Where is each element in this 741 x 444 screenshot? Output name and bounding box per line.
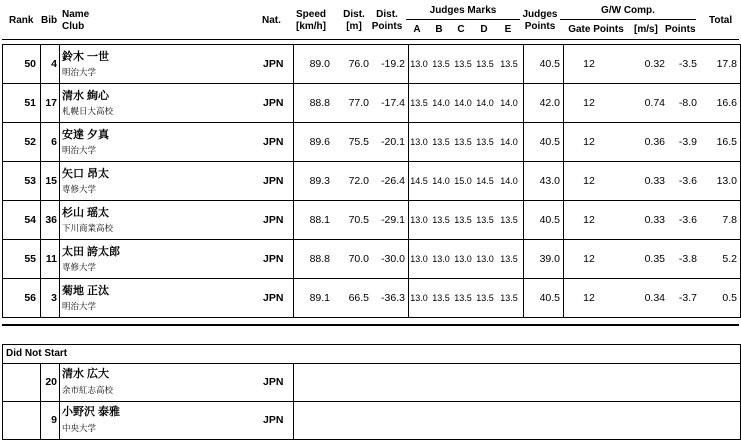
- judge-mark: 13.5: [476, 137, 494, 147]
- bib: 3: [51, 292, 57, 304]
- wind-speed: 0.33: [644, 214, 665, 226]
- wind-points: -3.6: [678, 214, 697, 226]
- header-gate-points: Gate Points: [568, 24, 624, 35]
- athlete-club: 余市紅志高校: [62, 385, 114, 395]
- judge-mark: 13.5: [500, 215, 518, 225]
- judges-points: 42.0: [539, 97, 560, 109]
- result-row: [3, 279, 740, 317]
- result-row: [3, 201, 740, 240]
- rank: 50: [24, 58, 36, 70]
- speed: 88.8: [309, 253, 330, 265]
- distance-points: -17.4: [381, 97, 405, 109]
- judge-mark: 13.5: [500, 59, 518, 69]
- athlete-club: 下川商業高校: [62, 223, 114, 233]
- nation: JPN: [263, 136, 284, 148]
- athlete-club: 明治大学: [62, 67, 97, 77]
- athlete-club: 中央大学: [62, 423, 97, 433]
- header-wind-points: Points: [665, 24, 696, 35]
- header-dist-unit: [m]: [346, 21, 362, 32]
- gate-points: 12: [583, 58, 595, 70]
- judge-mark: 14.0: [432, 176, 450, 186]
- distance: 77.0: [348, 97, 369, 109]
- did-not-start-list: [3, 364, 740, 439]
- column-divider: [563, 84, 564, 122]
- header-rule: [2, 39, 739, 40]
- athlete-name: 杉山 瑶太: [62, 207, 110, 219]
- wind-points: -3.6: [678, 175, 697, 187]
- section-separator: [2, 324, 739, 326]
- nation: JPN: [263, 58, 284, 70]
- nation: JPN: [263, 292, 284, 304]
- bib: 11: [45, 253, 57, 265]
- athlete-name: 安達 夕真: [62, 129, 110, 141]
- judge-mark: 13.0: [410, 293, 428, 303]
- total: 16.6: [716, 97, 737, 109]
- result-row: [3, 162, 740, 201]
- wind-speed: 0.74: [644, 97, 665, 109]
- judge-mark: 14.5: [410, 176, 428, 186]
- bib: 15: [45, 175, 57, 187]
- judge-mark: 14.0: [500, 98, 518, 108]
- header-total: Total: [709, 15, 733, 26]
- judge-mark: 13.0: [410, 59, 428, 69]
- judge-mark: 13.0: [410, 137, 428, 147]
- column-divider: [59, 279, 60, 317]
- judges-points: 40.5: [539, 58, 560, 70]
- judges-marks-rule: [406, 19, 520, 20]
- column-divider: [59, 84, 60, 122]
- rank: 55: [24, 253, 36, 265]
- judge-mark: 13.5: [454, 293, 472, 303]
- athlete-club: 札幌日大高校: [62, 106, 114, 116]
- table-header: [0, 0, 741, 42]
- column-divider: [563, 45, 564, 83]
- athlete-name: 矢口 昂太: [62, 168, 110, 180]
- column-divider: [59, 162, 60, 200]
- gate-points: 12: [583, 97, 595, 109]
- distance-points: -26.4: [381, 175, 405, 187]
- header-speed-unit: [km/h]: [296, 21, 326, 32]
- dns-row: [3, 364, 740, 402]
- gate-points: 12: [583, 292, 595, 304]
- speed: 88.8: [309, 97, 330, 109]
- did-not-start-section: [2, 344, 741, 440]
- nation: JPN: [263, 253, 284, 265]
- nation: JPN: [263, 414, 284, 426]
- judge-mark: 13.5: [432, 293, 450, 303]
- column-divider: [293, 364, 294, 401]
- column-divider: [563, 201, 564, 239]
- athlete-name: 清水 絢心: [62, 90, 110, 102]
- athlete-name: 太田 誇太郎: [62, 246, 121, 258]
- rank: 53: [24, 175, 36, 187]
- athlete-name: 小野沢 泰雅: [62, 406, 121, 418]
- gate-points: 12: [583, 136, 595, 148]
- header-rank: Rank: [9, 15, 34, 26]
- judge-mark: 14.0: [500, 176, 518, 186]
- judges-points: 40.5: [539, 214, 560, 226]
- judges-points: 40.5: [539, 136, 560, 148]
- wind-speed: 0.35: [644, 253, 665, 265]
- header-judge-b: B: [435, 24, 443, 35]
- header-judge-c: C: [457, 24, 465, 35]
- judge-mark: 14.0: [454, 98, 472, 108]
- distance: 70.5: [348, 214, 369, 226]
- rank: 51: [24, 97, 36, 109]
- athlete-name: 鈴木 一世: [62, 51, 110, 63]
- bib: 4: [51, 58, 57, 70]
- distance-points: -20.1: [381, 136, 405, 148]
- column-divider: [293, 402, 294, 439]
- column-divider: [563, 279, 564, 317]
- gate-points: 12: [583, 175, 595, 187]
- distance: 72.0: [348, 175, 369, 187]
- result-row: [3, 240, 740, 279]
- judge-mark: 15.0: [454, 176, 472, 186]
- wind-points: -3.8: [678, 253, 697, 265]
- judge-mark: 13.5: [410, 98, 428, 108]
- gw-comp-rule: [560, 19, 696, 20]
- column-divider: [59, 201, 60, 239]
- judge-mark: 13.0: [454, 254, 472, 264]
- bib: 36: [45, 214, 57, 226]
- athlete-club: 明治大学: [62, 301, 97, 311]
- judge-mark: 13.5: [454, 137, 472, 147]
- total: 13.0: [716, 175, 737, 187]
- result-row: [3, 123, 740, 162]
- judge-mark: 14.0: [432, 98, 450, 108]
- column-divider: [563, 123, 564, 161]
- wind-speed: 0.34: [644, 292, 665, 304]
- speed: 89.0: [309, 58, 330, 70]
- distance-points: -19.2: [381, 58, 405, 70]
- rank: 56: [24, 292, 36, 304]
- distance: 70.0: [348, 253, 369, 265]
- wind-points: -3.5: [678, 58, 697, 70]
- rank: 54: [24, 214, 36, 226]
- column-divider: [59, 402, 60, 439]
- judge-mark: 14.5: [476, 176, 494, 186]
- wind-speed: 0.32: [644, 58, 665, 70]
- bib: 6: [51, 136, 57, 148]
- wind-points: -8.0: [678, 97, 697, 109]
- judges-points: 39.0: [539, 253, 560, 265]
- header-dist-points: Dist.: [376, 9, 398, 20]
- result-row: [3, 45, 740, 84]
- judge-mark: 13.5: [432, 137, 450, 147]
- column-divider: [59, 45, 60, 83]
- nation: JPN: [263, 97, 284, 109]
- gate-points: 12: [583, 253, 595, 265]
- total: 5.2: [722, 253, 737, 265]
- header-judge-e: E: [504, 24, 512, 35]
- header-judges-points: Judges: [522, 9, 558, 20]
- total: 17.8: [716, 58, 737, 70]
- header-speed: Speed: [295, 9, 326, 20]
- speed: 89.1: [309, 292, 330, 304]
- bib: 9: [51, 414, 57, 426]
- header-dist: Dist.: [343, 9, 365, 20]
- header-judges-marks-label: Judges Marks: [429, 5, 497, 16]
- judge-mark: 13.5: [500, 254, 518, 264]
- header-dist-points-2: Points: [371, 21, 403, 32]
- rank: 52: [24, 136, 36, 148]
- wind-points: -3.7: [678, 292, 697, 304]
- nation: JPN: [263, 214, 284, 226]
- bib: 17: [45, 97, 57, 109]
- header-club: Club: [62, 21, 85, 32]
- column-divider: [563, 162, 564, 200]
- judge-mark: 13.5: [454, 215, 472, 225]
- distance-points: -36.3: [381, 292, 405, 304]
- judge-mark: 13.5: [432, 59, 450, 69]
- judges-points: 40.5: [539, 292, 560, 304]
- athlete-name: 菊地 正汰: [62, 285, 110, 297]
- judge-mark: 13.0: [410, 215, 428, 225]
- header-judge-d: D: [480, 24, 488, 35]
- column-divider: [59, 123, 60, 161]
- distance: 75.5: [348, 136, 369, 148]
- judge-mark: 13.0: [410, 254, 428, 264]
- header-gw-comp: G/W Comp.: [601, 5, 655, 16]
- judges-points: 43.0: [539, 175, 560, 187]
- athlete-name: 清水 広大: [62, 368, 110, 380]
- judge-mark: 13.5: [476, 59, 494, 69]
- total: 0.5: [722, 292, 737, 304]
- header-wind-ms: [m/s]: [634, 24, 658, 35]
- bib: 20: [45, 376, 57, 388]
- column-divider: [59, 240, 60, 278]
- distance: 76.0: [348, 58, 369, 70]
- nation: JPN: [263, 175, 284, 187]
- athlete-club: 明治大学: [62, 145, 97, 155]
- wind-speed: 0.36: [644, 136, 665, 148]
- header-judges-points-2: Points: [524, 21, 556, 32]
- speed: 89.6: [309, 136, 330, 148]
- result-row: [3, 84, 740, 123]
- nation: JPN: [263, 376, 284, 388]
- distance: 66.5: [348, 292, 369, 304]
- total: 16.5: [716, 136, 737, 148]
- judge-mark: 13.0: [476, 254, 494, 264]
- column-divider: [563, 240, 564, 278]
- header-judge-a: A: [413, 24, 421, 35]
- speed: 88.1: [309, 214, 330, 226]
- athlete-club: 専修大学: [62, 262, 97, 272]
- distance-points: -29.1: [381, 214, 405, 226]
- judge-mark: 14.0: [500, 137, 518, 147]
- column-divider: [59, 364, 60, 401]
- header-name: Name: [62, 9, 90, 20]
- judge-mark: 13.5: [454, 59, 472, 69]
- judge-mark: 13.0: [432, 254, 450, 264]
- wind-speed: 0.33: [644, 175, 665, 187]
- gate-points: 12: [583, 214, 595, 226]
- athlete-club: 専修大学: [62, 184, 97, 194]
- judge-mark: 13.5: [476, 215, 494, 225]
- header-nat: Nat.: [262, 15, 281, 26]
- header-bib: Bib: [41, 15, 58, 26]
- judge-mark: 13.5: [500, 293, 518, 303]
- judge-mark: 13.5: [476, 293, 494, 303]
- distance-points: -30.0: [381, 253, 405, 265]
- results-table: [2, 44, 741, 318]
- wind-points: -3.9: [678, 136, 697, 148]
- total: 7.8: [722, 214, 737, 226]
- speed: 89.3: [309, 175, 330, 187]
- dns-row: [3, 402, 740, 439]
- did-not-start-title: Did Not Start: [3, 345, 740, 364]
- judge-mark: 13.5: [432, 215, 450, 225]
- judge-mark: 14.0: [476, 98, 494, 108]
